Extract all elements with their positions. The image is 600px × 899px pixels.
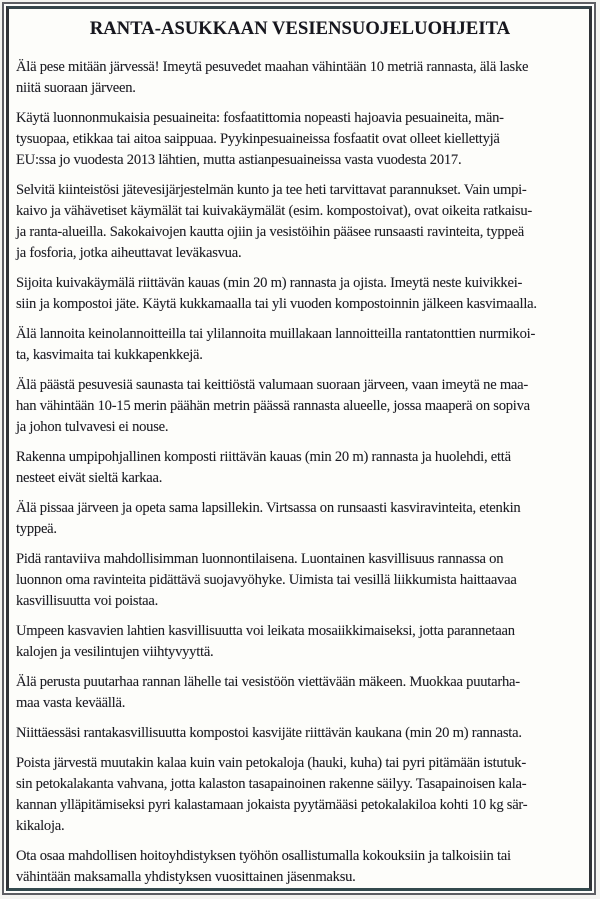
text-line: kalojen ja vesilintujen viihtyvyyttä. (16, 644, 214, 660)
text-line: Älä päästä pesuvesiä saunasta tai keittiöstä valumaan suoraan järveen, vaan imeytä ne maa- (16, 377, 528, 393)
text-line: typpeä. (16, 521, 57, 537)
text-line: vähintään maksamalla yhdistyksen vuosittainen jäsenmaksu. (16, 869, 356, 885)
paragraph (16, 108, 584, 171)
text-line: ja ranta-alueilla. Sakokaivojen kautta ojiin ja vesistöihin pääsee runsaasti ravinteita, typpeä (16, 224, 524, 240)
paragraph (16, 324, 584, 366)
paragraph (16, 375, 584, 438)
paragraph (16, 672, 584, 714)
paragraph (16, 57, 584, 99)
text-line: Pidä rantaviiva mahdollisimman luonnontilaisena. Luontainen kasvillisuus rannassa on (16, 551, 504, 567)
paragraph (16, 753, 584, 837)
text-line: kannan ylläpitämiseksi pyri kalastamaan jokaista pyytämääsi petokalakiloa kohti 10 kg sär- (16, 797, 528, 813)
text-line: Poista järvestä muutakin kalaa kuin vain petokaloja (hauki, kuha) tai pyri pitämään istutuk- (16, 755, 526, 771)
text-line: Selvitä kiinteistösi jätevesijärjestelmän kunto ja tee heti tarvittavat parannukset. Vain umpi- (16, 182, 527, 198)
text-line: Älä pissaa järveen ja opeta sama lapsillekin. Virtsassa on runsaasti kasviravinteita, etenkin (16, 500, 521, 516)
text-line: kasvillisuutta voi poistaa. (16, 593, 159, 609)
text-line: Niittäessäsi rantakasvillisuutta kompostoi kasvijäte riittävän kaukana (min 20 m) rannasta. (16, 725, 522, 741)
text-line: Sijoita kuivakäymälä riittävän kauas (min 20 m) rannasta ja ojista. Imeytä neste kuivikkei- (16, 275, 523, 291)
text-line: ja johon tulvavesi ei nouse. (16, 419, 169, 435)
text-line: sin petokalakanta vahvana, jotta kalaston tasapainoinen rakenne säilyy. Tasapainoisen kala- (16, 776, 527, 792)
text-line: Älä perusta puutarhaa rannan lähelle tai vesistöön viettävään mäkeen. Muokkaa puutarha- (16, 674, 520, 690)
text-line: Käytä luonnonmukaisia pesuaineita: fosfaatittomia nopeasti hajoavia pesuaineita, män- (16, 110, 504, 126)
text-line: Älä pese mitään järvessä! Imeytä pesuvedet maahan vähintään 10 metriä rannasta, älä laske (16, 59, 529, 75)
document-border-outer (2, 2, 596, 895)
paragraph (16, 498, 584, 540)
text-line: siin ja kompostoi jäte. Käytä kukkamaalla tai yli vuoden kompostoinnin jälkeen kasvimaalla. (16, 296, 537, 312)
text-line: Ota osaa mahdollisen hoitoyhdistyksen työhön osallistumalla kokouksiin ja talkoisiin tai (16, 848, 511, 864)
paragraph (16, 621, 584, 663)
document-border-inner (6, 6, 592, 891)
paragraph (16, 723, 584, 744)
text-line: maa vasta keväällä. (16, 695, 126, 711)
text-line: Rakenna umpipohjallinen komposti riittävän kauas (min 20 m) rannasta ja huolehdi, että (16, 449, 511, 465)
text-line: luonnon oma ravinteita pidättävä suojavyöhyke. Uimista tai vesillä liikkumista haittaavaa (16, 572, 517, 588)
paragraphs (16, 57, 584, 888)
paragraph (16, 180, 584, 264)
text-line: kaivo ja vähävetiset käymälät tai kuivakäymälät (esim. kompostoivat), ovat oikeita ratkaisu- (16, 203, 532, 219)
text-line: kikaloja. (16, 818, 65, 834)
paragraph (16, 273, 584, 315)
text-line: nesteet eivät sieltä karkaa. (16, 470, 163, 486)
text-line: Umpeen kasvavien lahtien kasvillisuutta voi leikata mosaiikkimaiseksi, jotta parannetaan (16, 623, 515, 639)
text-line: ta, kasvimaita tai kukkapenkkejä. (16, 347, 203, 363)
document-title: RANTA-ASUKKAAN VESIENSUOJELUOHJEITA (89, 19, 511, 39)
text-line: ja fosforia, jotka aiheuttavat leväkasvua. (16, 245, 242, 261)
paragraph (16, 846, 584, 888)
text-line: tysuopaa, etikkaa tai aitoa saippuaa. Pyykinpesuaineissa fosfaatit ovat olleet kiellettyjä (16, 131, 500, 147)
text-line: EU:ssa jo vuodesta 2013 lähtien, mutta astianpesuaineissa vasta vuodesta 2017. (16, 152, 462, 168)
paragraph (16, 549, 584, 612)
text-line: Älä lannoita keinolannoitteilla tai ylilannoita muillakaan lannoitteilla rantatonttien nurmikoi- (16, 326, 536, 342)
text-line: han vähintään 10-15 merin päähän metrin päässä rannasta alueelle, jossa maaperä on sopiva (16, 398, 530, 414)
paragraph (16, 447, 584, 489)
text-line: niitä suoraan järveen. (16, 80, 136, 96)
document-content (9, 9, 589, 888)
